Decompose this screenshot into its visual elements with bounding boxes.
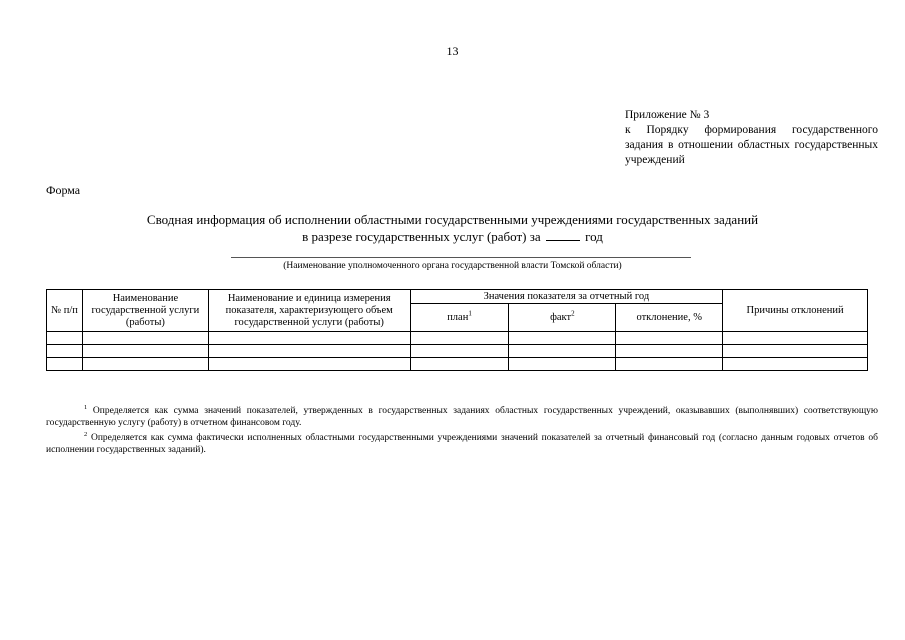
title-line-2-after: год xyxy=(585,229,603,244)
header-values-group: Значения показателя за отчетный год xyxy=(410,290,723,304)
header-fact: факт$^2$ xyxy=(509,304,616,332)
header-reasons: Причины отклонений xyxy=(723,290,868,332)
header-plan: план$^1$ xyxy=(410,304,509,332)
table-row xyxy=(47,345,868,358)
header-indicator: Наименование и единица измерения показателя, характеризующего объем государственной услуги (работы) xyxy=(208,290,410,332)
footnote-ref-2: 2 xyxy=(571,309,575,317)
appendix-title: Приложение № 3 xyxy=(625,109,710,121)
authority-fill-line xyxy=(231,257,691,258)
year-blank xyxy=(546,228,580,241)
document-title xyxy=(0,212,905,245)
title-line-2-before: в разрезе государственных услуг (работ) за xyxy=(302,229,541,244)
header-num: № п/п xyxy=(47,290,83,332)
form-label: Форма xyxy=(46,183,81,197)
report-table xyxy=(46,289,868,371)
footnote-2: $^2$ Определяется как сумма фактически исполненных областными государственными учреждениями значений показателей за отчетный финансовый год (согласно данным годовых отчетов об исполнении государственных заданий). xyxy=(46,431,878,455)
footnotes xyxy=(46,402,878,456)
table-row xyxy=(47,332,868,345)
table-row xyxy=(47,358,868,371)
appendix-block xyxy=(625,108,878,168)
appendix-text: к Порядку формирования государственного задания в отношении областных государственных учреждений xyxy=(625,124,878,166)
header-deviation: отклонение, % xyxy=(616,304,723,332)
footnote-1: $^1$ Определяется как сумма значений показателей, утвержденных в государственных заданиях областных государственных учреждений, оказывавших (выполнявших) соответствующую государственную услугу (работу) в отчетном финансовом году. xyxy=(46,404,878,428)
page-number: 13 xyxy=(446,44,459,58)
title-line-2 xyxy=(0,228,905,245)
title-line-1: Сводная информация об исполнении областными государственными учреждениями государственных заданий xyxy=(146,212,759,227)
authority-caption: (Наименование уполномоченного органа государственной власти Томской области) xyxy=(283,261,622,271)
footnote-ref-1: 1 xyxy=(468,309,472,317)
header-service: Наименование государственной услуги (работы) xyxy=(82,290,208,332)
